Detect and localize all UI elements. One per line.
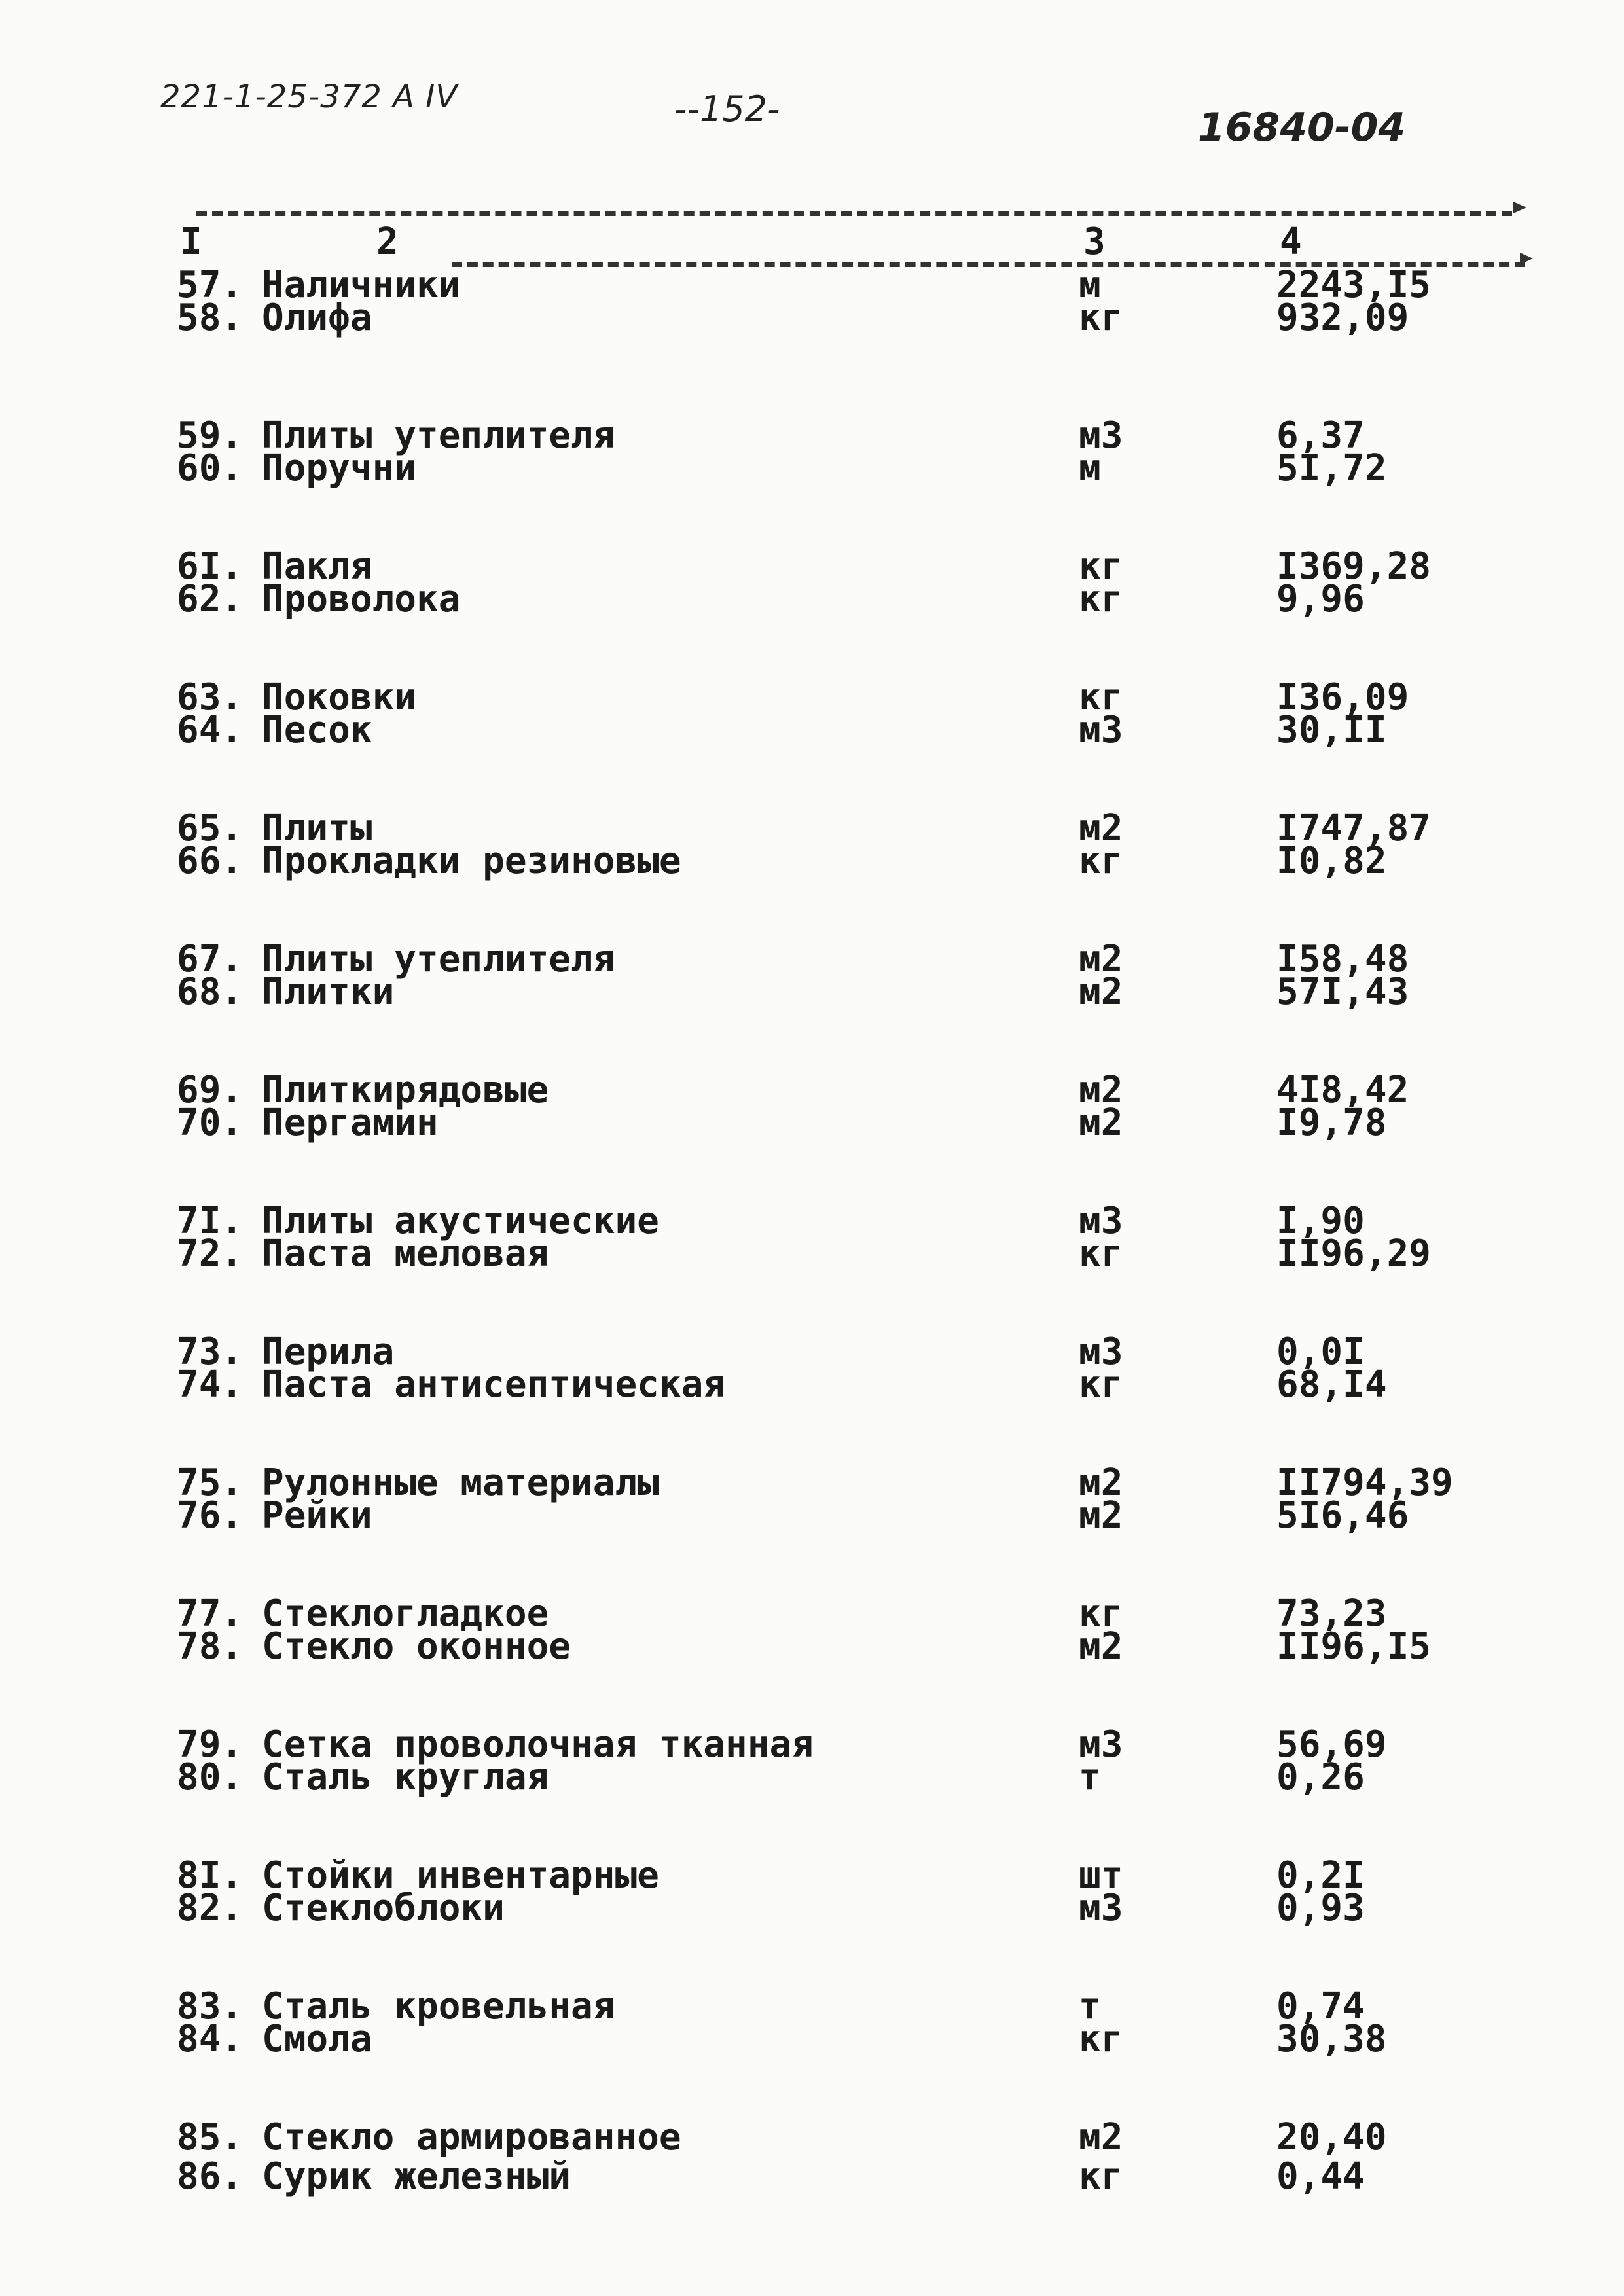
quantity: I9,78 [1276, 1102, 1387, 1144]
unit-of-measure: м2 [1079, 1069, 1123, 1111]
row-number: 57. [177, 264, 244, 306]
unit-of-measure: м3 [1079, 414, 1123, 457]
unit-of-measure: кг [1079, 545, 1123, 588]
material-name: Паста меловая [262, 1232, 549, 1275]
row-number: 68. [177, 971, 244, 1013]
material-name: Проволока [262, 578, 461, 620]
unit-of-measure: кг [1079, 676, 1123, 719]
material-name: Пергамин [262, 1102, 439, 1144]
row-number: 8I. [177, 1854, 244, 1897]
row-number: 83. [177, 1985, 244, 2028]
material-name: Рулонные материалы [262, 1462, 659, 1504]
quantity: 57I,43 [1276, 971, 1409, 1013]
material-name: Стеклогладкое [262, 1592, 549, 1635]
material-name: Песок [262, 709, 372, 751]
quantity: 30,II [1276, 709, 1387, 751]
quantity: 73,23 [1276, 1592, 1387, 1635]
quantity: 5I,72 [1276, 447, 1387, 490]
quantity: 4I8,42 [1276, 1069, 1409, 1111]
unit-of-measure: м2 [1079, 1625, 1123, 1668]
dashed-rule-top [196, 211, 1512, 216]
unit-of-measure: кг [1079, 578, 1123, 620]
material-name: Наличники [262, 264, 461, 306]
quantity: 5I6,46 [1276, 1494, 1409, 1537]
quantity: 0,26 [1276, 1756, 1365, 1799]
table-row [0, 2116, 1624, 2159]
unit-of-measure: м2 [1079, 2116, 1123, 2159]
row-number: 78. [177, 1625, 244, 1668]
column-header-quantity: 4 [1280, 221, 1302, 263]
unit-of-measure: м3 [1079, 1723, 1123, 1766]
quantity: 2243,I5 [1276, 264, 1432, 306]
quantity: I58,48 [1276, 938, 1409, 980]
material-name: Смола [262, 2018, 372, 2060]
row-number: 75. [177, 1462, 244, 1504]
column-header-number: I [180, 221, 202, 263]
row-number: 62. [177, 578, 244, 620]
quantity: I747,87 [1276, 807, 1432, 850]
quantity: II96,I5 [1276, 1625, 1432, 1668]
table-row [0, 2018, 1624, 2060]
quantity: I369,28 [1276, 545, 1432, 588]
quantity: 6,37 [1276, 414, 1365, 457]
table-row [0, 971, 1624, 1013]
material-name: Стекло оконное [262, 1625, 571, 1668]
unit-of-measure: кг [1079, 1363, 1123, 1406]
material-name: Плиты акустические [262, 1200, 659, 1242]
unit-of-measure: м2 [1079, 1102, 1123, 1144]
material-name: Прокладки резиновые [262, 840, 681, 882]
row-number: 77. [177, 1592, 244, 1635]
table-row [0, 840, 1624, 882]
material-name: Плиткирядовые [262, 1069, 549, 1111]
quantity: 0,93 [1276, 1887, 1365, 1929]
table-row [0, 545, 1624, 588]
quantity: 0,44 [1276, 2155, 1365, 2198]
quantity: 932,09 [1276, 296, 1409, 339]
quantity: I36,09 [1276, 676, 1409, 719]
unit-of-measure: м2 [1079, 1494, 1123, 1537]
row-number: 67. [177, 938, 244, 980]
table-row [0, 1363, 1624, 1406]
material-name: Поручни [262, 447, 417, 490]
table-row [0, 578, 1624, 620]
table-row [0, 1625, 1624, 1668]
row-number: 64. [177, 709, 244, 751]
row-number: 82. [177, 1887, 244, 1929]
document-code: 221-1-25-372 А IV [160, 79, 458, 115]
row-number: 74. [177, 1363, 244, 1406]
table-row [0, 2155, 1624, 2198]
column-header-name: 2 [376, 221, 399, 263]
quantity: 56,69 [1276, 1723, 1387, 1766]
unit-of-measure: т [1079, 1985, 1101, 2028]
table-row [0, 296, 1624, 339]
material-name: Паста антисептическая [262, 1363, 726, 1406]
unit-of-measure: м2 [1079, 938, 1123, 980]
unit-of-measure: м3 [1079, 1331, 1123, 1373]
row-number: 70. [177, 1102, 244, 1144]
quantity: 0,74 [1276, 1985, 1365, 2028]
row-number: 79. [177, 1723, 244, 1766]
page-number: --152- [674, 88, 780, 130]
material-name: Пакля [262, 545, 372, 588]
table-row [0, 1494, 1624, 1537]
table-row [0, 1756, 1624, 1799]
row-number: 63. [177, 676, 244, 719]
row-number: 58. [177, 296, 244, 339]
material-name: Сталь кровельная [262, 1985, 615, 2028]
table-row [0, 1854, 1624, 1897]
quantity: I0,82 [1276, 840, 1387, 882]
material-name: Плитки [262, 971, 395, 1013]
row-number: 84. [177, 2018, 244, 2060]
material-name: Сталь круглая [262, 1756, 549, 1799]
arrow-icon [1520, 253, 1533, 264]
table-row [0, 447, 1624, 490]
unit-of-measure: т [1079, 1756, 1101, 1799]
arrow-icon [1513, 202, 1526, 213]
table-row [0, 709, 1624, 751]
quantity: 30,38 [1276, 2018, 1387, 2060]
quantity: II794,39 [1276, 1462, 1453, 1504]
row-number: 80. [177, 1756, 244, 1799]
unit-of-measure: кг [1079, 2155, 1123, 2198]
quantity: 9,96 [1276, 578, 1365, 620]
quantity: I,90 [1276, 1200, 1365, 1242]
sheet-code: 16840-04 [1198, 105, 1406, 151]
row-number: 72. [177, 1232, 244, 1275]
material-name: Рейки [262, 1494, 372, 1537]
table-row [0, 1723, 1624, 1766]
material-name: Сетка проволочная тканная [262, 1723, 814, 1766]
unit-of-measure: кг [1079, 1232, 1123, 1275]
material-name: Стеклоблоки [262, 1887, 505, 1929]
row-number: 69. [177, 1069, 244, 1111]
material-name: Плиты утеплителя [262, 938, 615, 980]
material-name: Сурик железный [262, 2155, 571, 2198]
row-number: 65. [177, 807, 244, 850]
column-header-unit: 3 [1083, 221, 1106, 263]
unit-of-measure: м [1079, 264, 1101, 306]
row-number: 6I. [177, 545, 244, 588]
unit-of-measure: кг [1079, 296, 1123, 339]
row-number: 86. [177, 2155, 244, 2198]
material-name: Стекло армированное [262, 2116, 681, 2159]
material-name: Плиты утеплителя [262, 414, 615, 457]
unit-of-measure: м2 [1079, 1462, 1123, 1504]
material-name: Олифа [262, 296, 372, 339]
unit-of-measure: м2 [1079, 971, 1123, 1013]
quantity: 0,2I [1276, 1854, 1365, 1897]
quantity: 0,0I [1276, 1331, 1365, 1373]
unit-of-measure: кг [1079, 840, 1123, 882]
row-number: 76. [177, 1494, 244, 1537]
quantity: 20,40 [1276, 2116, 1387, 2159]
row-number: 59. [177, 414, 244, 457]
unit-of-measure: м3 [1079, 1200, 1123, 1242]
unit-of-measure: м3 [1079, 1887, 1123, 1929]
quantity: II96,29 [1276, 1232, 1432, 1275]
row-number: 73. [177, 1331, 244, 1373]
row-number: 60. [177, 447, 244, 490]
unit-of-measure: шт [1079, 1854, 1123, 1897]
unit-of-measure: м3 [1079, 709, 1123, 751]
material-name: Перила [262, 1331, 395, 1373]
unit-of-measure: м2 [1079, 807, 1123, 850]
row-number: 7I. [177, 1200, 244, 1242]
quantity: 68,I4 [1276, 1363, 1387, 1406]
unit-of-measure: кг [1079, 1592, 1123, 1635]
row-number: 85. [177, 2116, 244, 2159]
material-name: Стойки инвентарные [262, 1854, 659, 1897]
material-name: Плиты [262, 807, 372, 850]
unit-of-measure: м [1079, 447, 1101, 490]
material-name: Поковки [262, 676, 417, 719]
table-row [0, 1232, 1624, 1275]
table-row [0, 1102, 1624, 1144]
table-row [0, 1887, 1624, 1929]
unit-of-measure: кг [1079, 2018, 1123, 2060]
row-number: 66. [177, 840, 244, 882]
